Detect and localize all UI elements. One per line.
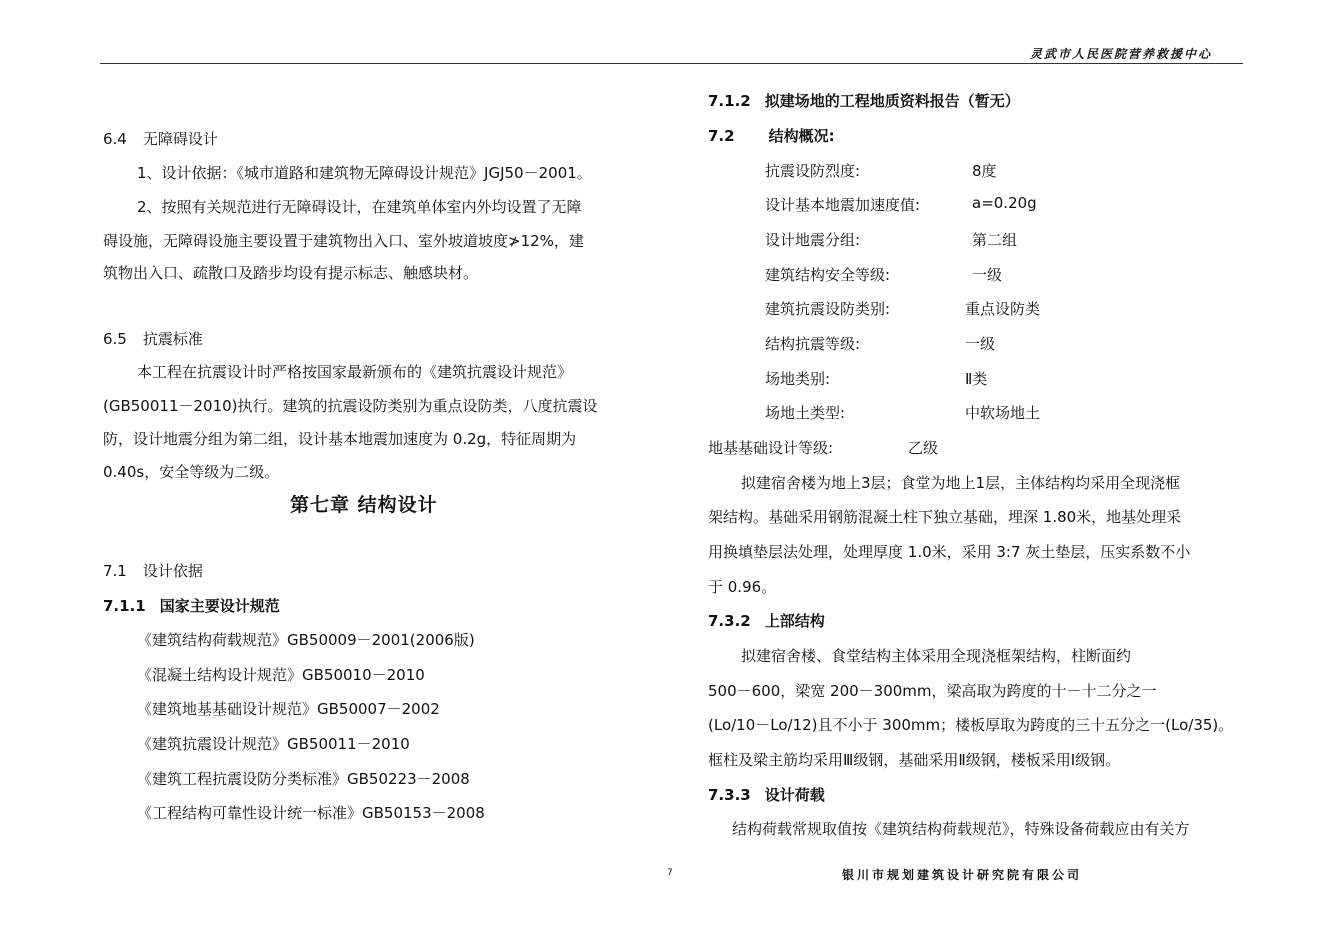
param-value: 8度 [972,162,997,180]
section-number: 7.2 [708,127,735,145]
param-label: 建筑结构安全等级: [765,266,891,284]
section-number: 6.5 [103,330,127,348]
section-title: 拟建场地的工程地质资料报告（暂无） [764,92,1020,110]
paragraph-line: 500－600，梁宽 200－300mm，梁高取为跨度的十－十二分之一 [708,682,1157,700]
section-title: 设计依据 [142,562,203,580]
paragraph-line: 拟建宿舍楼为地上3层；食堂为地上1层，主体结构均采用全现浇框 [741,474,1181,492]
section-7-1-heading [103,560,203,581]
code-item: 《混凝土结构设计规范》GB50010－2010 [137,666,425,684]
section-number: 7.3.2 [708,612,751,630]
param-label: 场地类别: [765,370,831,388]
chapter-title: 第七章 结构设计 [290,494,438,516]
section-7-3-3-heading [708,784,825,805]
param-value: Ⅱ类 [965,370,988,388]
page-number: 7 [667,868,673,878]
param-label: 设计地震分组: [765,231,861,249]
paragraph-line: 碍设施，无障碍设施主要设置于建筑物出入口、室外坡道坡度≯12%，建 [103,232,584,250]
param-label: 场地土类型: [765,404,846,422]
param-value: 一级 [972,266,1003,284]
param-label: 结构抗震等级: [765,335,861,353]
section-title: 结构概况: [768,127,835,145]
section-6-5-heading [103,328,203,349]
paragraph-line: 框柱及梁主筋均采用Ⅲ级钢，基础采用Ⅱ级钢，楼板采用Ⅰ级钢。 [708,751,1121,769]
code-item: 《建筑结构荷载规范》GB50009－2001(2006版) [137,631,475,649]
paragraph-line: 本工程在抗震设计时严格按国家最新颁布的《建筑抗震设计规范》 [137,363,573,381]
param-value: 重点设防类 [965,300,1041,318]
code-item: 《建筑地基基础设计规范》GB50007－2002 [137,700,440,718]
section-title: 设计荷载 [764,786,825,804]
param-label: 设计基本地震加速度值: [765,196,921,214]
code-item: 《建筑抗震设计规范》GB50011－2010 [137,735,410,753]
section-title: 国家主要设计规范 [159,597,280,615]
section-title: 抗震标准 [142,330,203,348]
footer-company: 银川市规划建筑设计研究院有限公司 [842,868,1083,882]
paragraph-line: 于 0.96。 [708,578,777,596]
param-value: a=0.20g [972,194,1037,212]
param-value: 第二组 [972,231,1018,249]
param-value: 中软场地土 [965,404,1041,422]
paragraph-line: 架结构。基础采用钢筋混凝土柱下独立基础，埋深 1.80米，地基处理采 [708,508,1182,526]
foundation-label: 地基基础设计等级: [708,439,834,457]
code-item: 《建筑工程抗震设防分类标准》GB50223－2008 [137,770,470,788]
paragraph-line: 防，设计地震分组为第二组，设计基本地震加速度为 0.2g，特征周期为 [103,430,577,448]
paragraph-line: 0.40s，安全等级为二级。 [103,463,280,481]
section-7-3-2-heading [708,610,825,631]
foundation-value: 乙级 [908,439,939,457]
param-value: 一级 [965,335,996,353]
section-number: 6.4 [103,130,127,148]
section-title: 无障碍设计 [142,130,218,148]
paragraph-line: 2、按照有关规范进行无障碍设计，在建筑单体室内外均设置了无障 [137,198,582,216]
section-7-1-1-heading [103,595,280,616]
param-label: 抗震设防烈度: [765,162,861,180]
section-number: 7.1.2 [708,92,751,110]
paragraph-line: (GB50011－2010)执行。建筑的抗震设防类别为重点设防类，八度抗震设 [103,397,598,415]
paragraph-line: 用换填垫层法处理，处理厚度 1.0米，采用 3:7 灰土垫层，压实系数不小 [708,543,1191,561]
section-7-1-2-heading [708,90,1020,111]
param-label: 建筑抗震设防类别: [765,300,891,318]
section-number: 7.1.1 [103,597,146,615]
section-7-2-heading [708,125,835,146]
paragraph: 1、设计依据：《城市道路和建筑物无障碍设计规范》JGJ50－2001。 [137,164,592,182]
paragraph-line: 筑物出入口、疏散口及踏步均设有提示标志、触感块材。 [103,264,479,282]
paragraph-line: 结构荷载常规取值按《建筑结构荷载规范》，特殊设备荷载应由有关方 [732,820,1190,838]
section-title: 上部结构 [764,612,825,630]
paragraph-line: (Lo/10－Lo/12)且不小于 300mm；楼板厚取为跨度的三十五分之一(Lo/35)。 [708,716,1234,734]
section-number: 7.1 [103,562,127,580]
section-number: 7.3.3 [708,786,751,804]
section-6-4-heading [103,128,218,149]
header-org: 灵武市人民医院营养救援中心 [1030,47,1213,61]
code-item: 《工程结构可靠性设计统一标准》GB50153－2008 [137,804,485,822]
header-rule [100,63,1243,64]
paragraph-line: 拟建宿舍楼、食堂结构主体采用全现浇框架结构，柱断面约 [741,647,1132,665]
